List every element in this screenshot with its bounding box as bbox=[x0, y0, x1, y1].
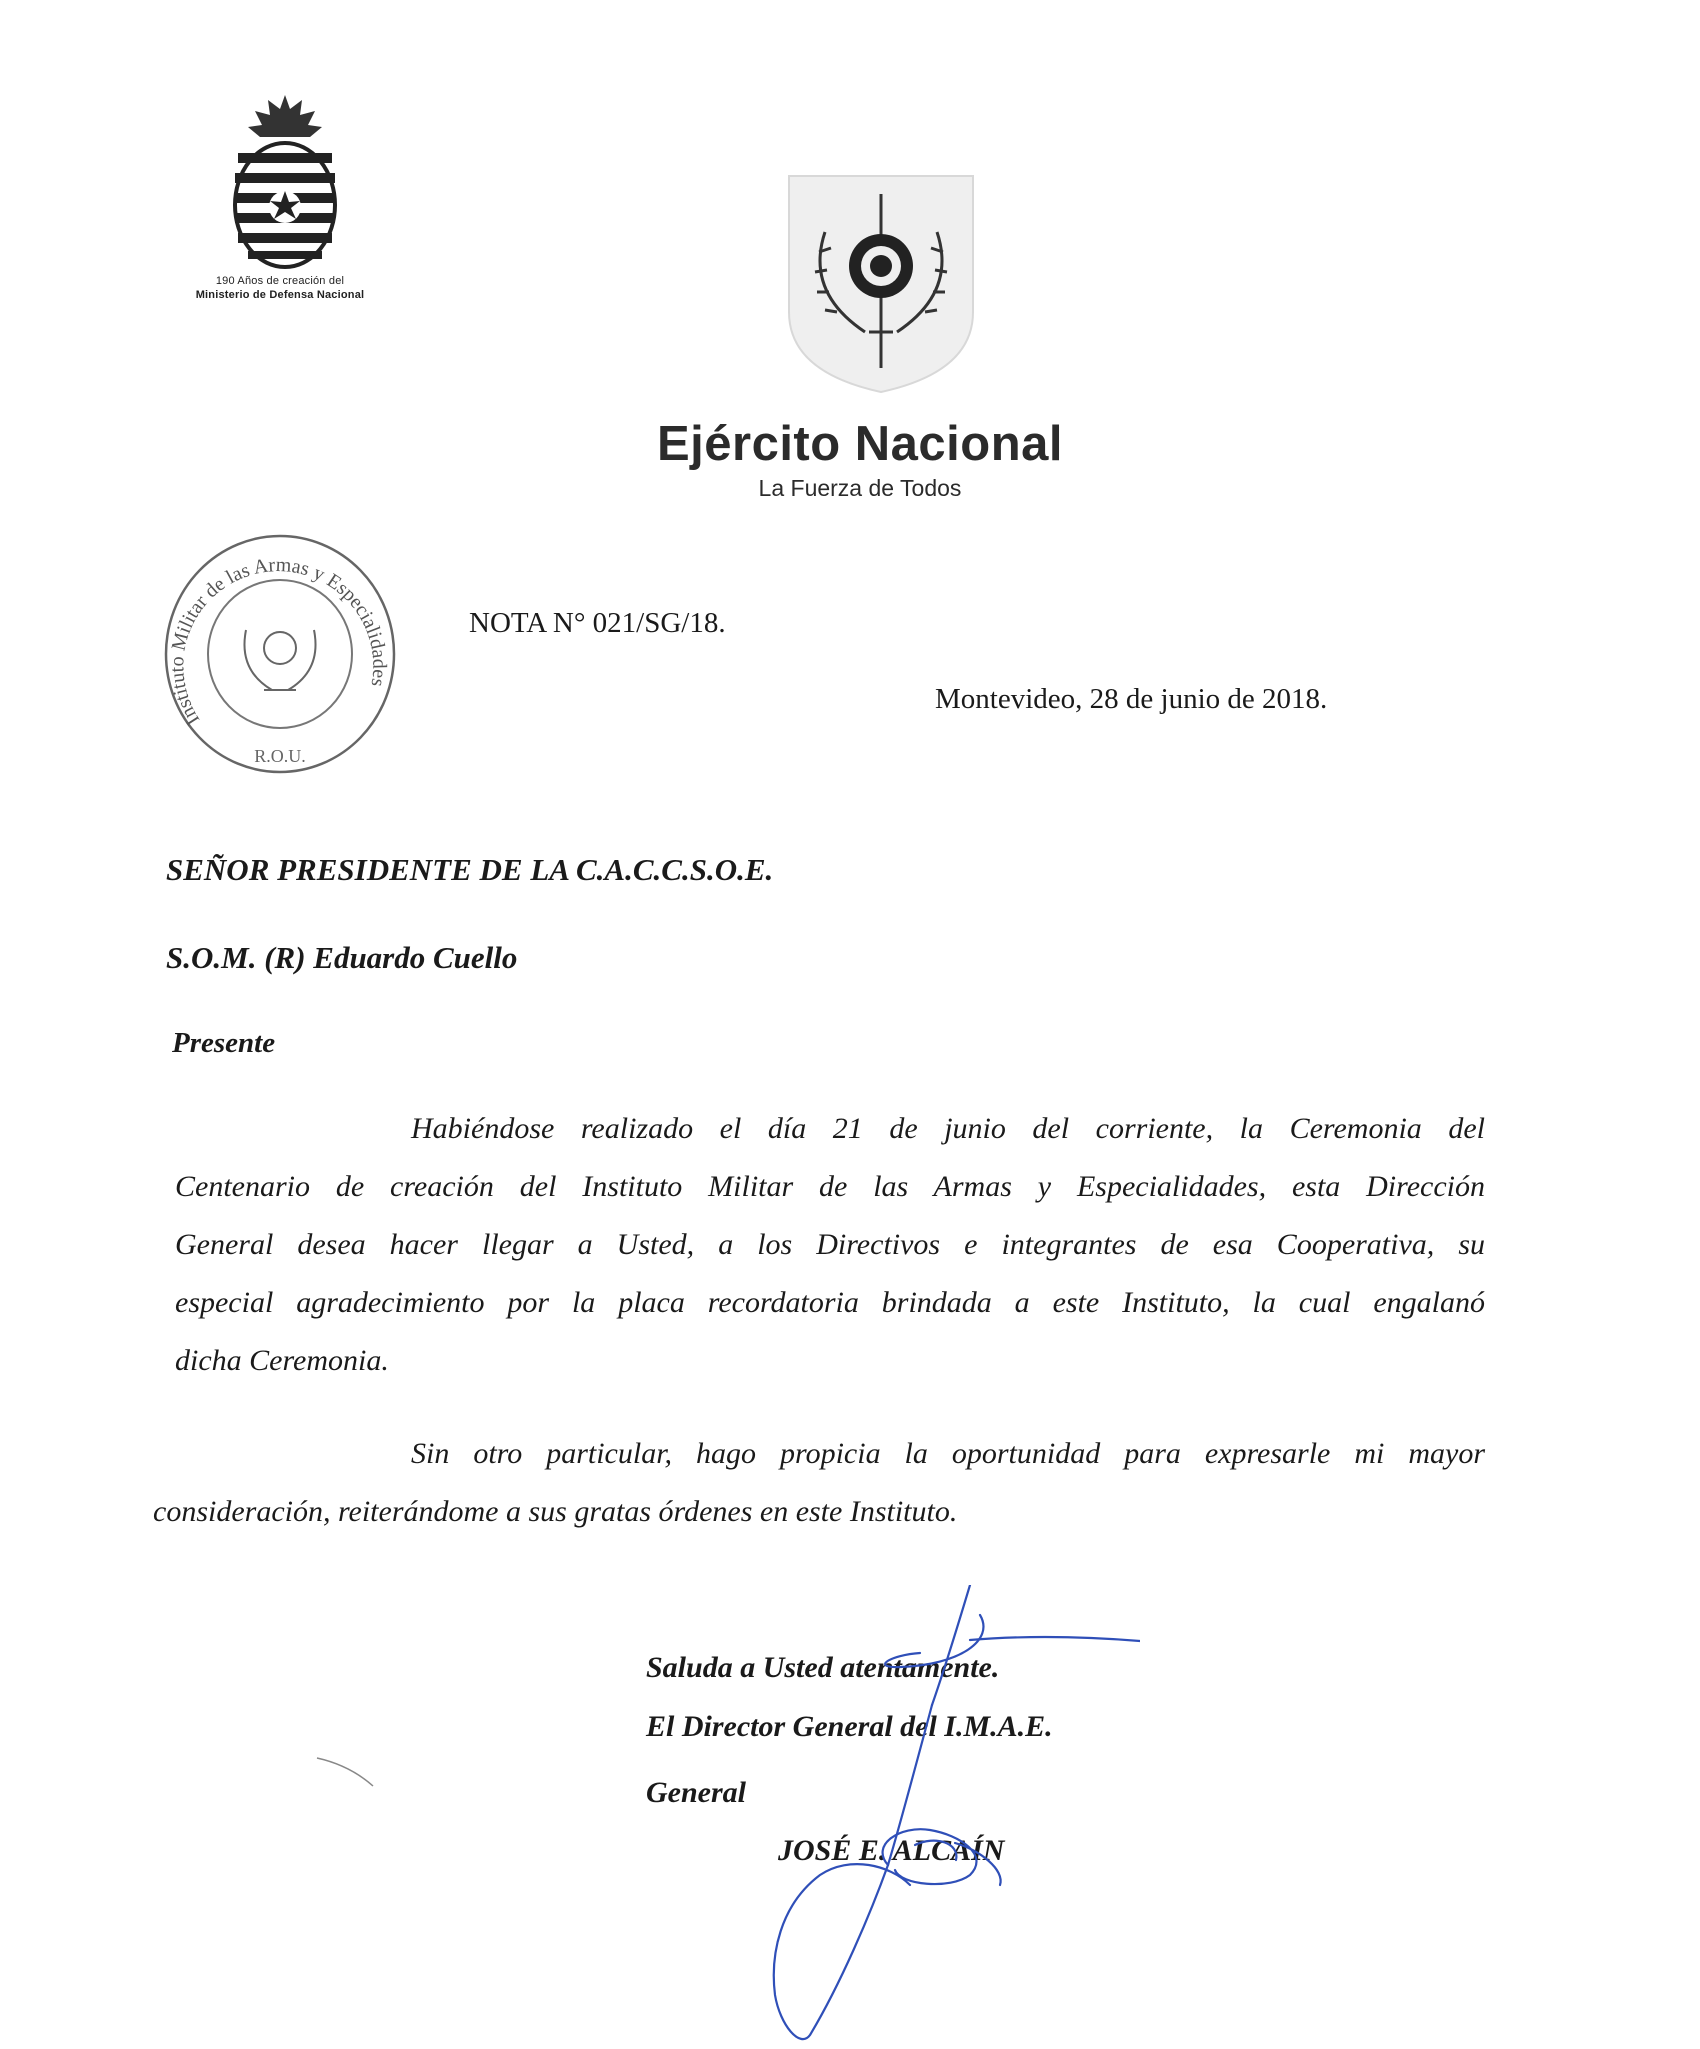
stamp-bottom-text: R.O.U. bbox=[254, 746, 306, 766]
paragraph-1-line: Centenario de creación del Instituto Militar de las Armas y Especialidades, esta Dirección bbox=[175, 1170, 1485, 1203]
ministry-caption-line2: Ministerio de Defensa Nacional bbox=[195, 289, 365, 301]
stamp-arc-text: Instituto Militar de las Armas y Especialidades bbox=[166, 553, 391, 730]
stray-pen-mark bbox=[315, 1754, 375, 1789]
closing-line: Saluda a Usted atentamente. bbox=[646, 1651, 1000, 1684]
signer-rank: General bbox=[646, 1776, 746, 1809]
signer-name-text: JOSÉ E. ALCAÍN bbox=[778, 1834, 1005, 1867]
recipient-presente: Presente bbox=[172, 1027, 276, 1059]
paragraph-2-line: Sin otro particular, hago propicia la oportunidad para expresarle mi mayor bbox=[411, 1437, 1485, 1470]
ministry-emblem-logo bbox=[230, 95, 340, 270]
paragraph-2-line: consideración, reiterándome a sus gratas órdenes en este Instituto. bbox=[153, 1495, 958, 1528]
paragraph-1-line: Habiéndose realizado el día 21 de junio del corriente, la Ceremonia del bbox=[411, 1112, 1485, 1145]
sun-rays-icon bbox=[248, 95, 322, 137]
paragraph-1-line: General desea hacer llegar a Usted, a los Directivos e integrantes de esa Cooperativa, su bbox=[175, 1228, 1485, 1261]
institute-stamp bbox=[160, 530, 400, 780]
target-roundel-icon bbox=[849, 234, 913, 298]
paragraph-1-line: dicha Ceremonia. bbox=[175, 1344, 389, 1377]
paragraph-1-line: especial agradecimiento por la placa recordatoria brindada a este Instituto, la cual engalanó bbox=[175, 1286, 1485, 1319]
handwritten-signature bbox=[720, 1585, 1140, 2049]
recipient-name: S.O.M. (R) Eduardo Cuello bbox=[166, 940, 518, 975]
signer-role: El Director General del I.M.A.E. bbox=[646, 1710, 1053, 1743]
sun-star-icon bbox=[269, 191, 301, 223]
army-name: Ejército Nacional bbox=[656, 417, 1064, 471]
ministry-caption-line1: 190 Años de creación del bbox=[215, 275, 345, 287]
army-motto: La Fuerza de Todos bbox=[758, 475, 962, 501]
note-number: NOTA N° 021/SG/18. bbox=[469, 607, 726, 639]
body-paragraph-1 bbox=[175, 1100, 1485, 1390]
ministry-caption bbox=[150, 274, 410, 302]
stamp-emblem-icon bbox=[244, 630, 315, 690]
place-date: Montevideo, 28 de junio de 2018. bbox=[935, 683, 1328, 715]
body-paragraph-2 bbox=[153, 1425, 1485, 1541]
army-crest-logo bbox=[785, 172, 977, 394]
recipient-title: SEÑOR PRESIDENTE DE LA C.A.C.C.S.O.E. bbox=[166, 852, 774, 887]
